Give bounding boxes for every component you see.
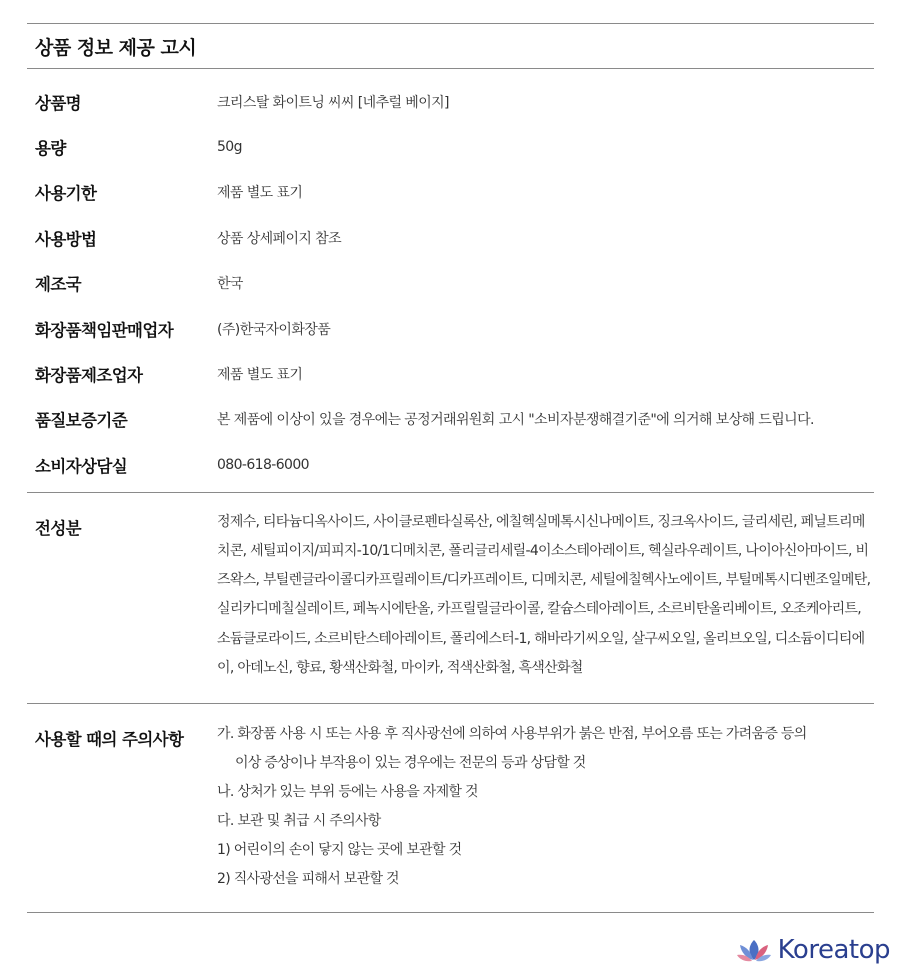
info-label: 품질보증기준 <box>35 411 128 431</box>
ingredients-label: 전성분 <box>35 518 82 538</box>
info-value: (주)한국자이화장품 <box>217 321 331 338</box>
info-row-consumer-center <box>27 442 874 487</box>
watermark-text: Koreatop <box>777 935 890 965</box>
info-value: 50g <box>217 139 242 156</box>
caution-line: 나. 상처가 있는 부위 등에는 사용을 자제할 것 <box>217 784 478 801</box>
info-label: 사용기한 <box>35 184 97 204</box>
info-label: 용량 <box>35 139 66 159</box>
info-row-expiry <box>27 170 874 215</box>
info-row-quality <box>27 397 874 442</box>
caution-line: 이상 증상이나 부작용이 있는 경우에는 전문의 등과 상담할 것 <box>235 755 586 772</box>
info-label: 사용방법 <box>35 229 97 249</box>
info-label: 제조국 <box>35 275 82 295</box>
caution-line: 2) 직사광선을 피해서 보관할 것 <box>217 871 399 888</box>
info-table <box>27 69 874 492</box>
info-row-seller <box>27 306 874 351</box>
caution-list <box>217 720 874 894</box>
caution-label: 사용할 때의 주의사항 <box>35 730 184 750</box>
caution-section <box>27 704 874 912</box>
info-value: 080-618-6000 <box>217 456 309 473</box>
title-bar <box>27 24 874 68</box>
info-value: 본 제품에 이상이 있을 경우에는 공정거래위원회 고시 "소비자분쟁해결기준"에 의거해 보상해 드립니다. <box>217 412 814 429</box>
info-value: 제품 별도 표기 <box>217 185 303 202</box>
info-row-usage <box>27 215 874 260</box>
info-value: 상품 상세페이지 참조 <box>217 230 342 247</box>
ingredients-section <box>27 493 874 704</box>
caution-line: 다. 보관 및 취급 시 주의사항 <box>217 813 381 830</box>
bottom-divider <box>27 912 874 913</box>
info-row-country <box>27 261 874 306</box>
ingredients-value: 정제수, 티타늄디옥사이드, 사이클로펜타실록산, 에칠헥실메톡시신나메이트, 징크옥사이드, 글리세린, 페닐트리메치콘, 세틸피이지/피피지-10/1디메치콘, 폴리글리세릴-4이소스테아레이트, 헥실라우레이트, 나이아신아마이드, 비즈왁스, 부틸렌글라이콜디카프릴레이트/디카프레이트, 디메치콘, 세틸에칠헥사노에이트, 부틸메톡시디벤조일메탄, 실리카디메칠실레이트, 페녹시에탄올, 카프릴릴글라이콜, 칼슘스테아레이트, 소르비탄올리베이트, 오조케아리트, 소듐클로라이드, 소르비탄스테아레이트, 폴리에스터-1, 해바라기씨오일, 살구씨오일, 올리브오일, 디소듐이디티에이, 아데노신, 향료, 황색산화철, 마이카, 적색산화철, 흑색산화철 <box>217 513 871 676</box>
info-row-product-name <box>27 79 874 124</box>
info-value: 제품 별도 표기 <box>217 367 303 384</box>
caution-line: 1) 어린이의 손이 닿지 않는 곳에 보관할 것 <box>217 842 462 859</box>
info-row-capacity <box>27 124 874 169</box>
info-label: 소비자상담실 <box>35 456 128 476</box>
lotus-icon <box>736 936 772 964</box>
info-label: 상품명 <box>35 93 82 113</box>
product-info-notice <box>27 23 874 913</box>
koreatop-watermark <box>736 935 890 965</box>
section-title: 상품 정보 제공 고시 <box>35 36 197 59</box>
info-label: 화장품책임판매업자 <box>35 320 174 340</box>
caution-line: 가. 화장품 사용 시 또는 사용 후 직사광선에 의하여 사용부위가 붉은 반점, 부어오름 또는 가려움증 등의 <box>217 726 807 743</box>
info-value: 크리스탈 화이트닝 씨씨 [네추럴 베이지] <box>217 94 449 111</box>
info-row-manufacturer <box>27 351 874 396</box>
info-label: 화장품제조업자 <box>35 366 143 386</box>
info-value: 한국 <box>217 276 243 293</box>
